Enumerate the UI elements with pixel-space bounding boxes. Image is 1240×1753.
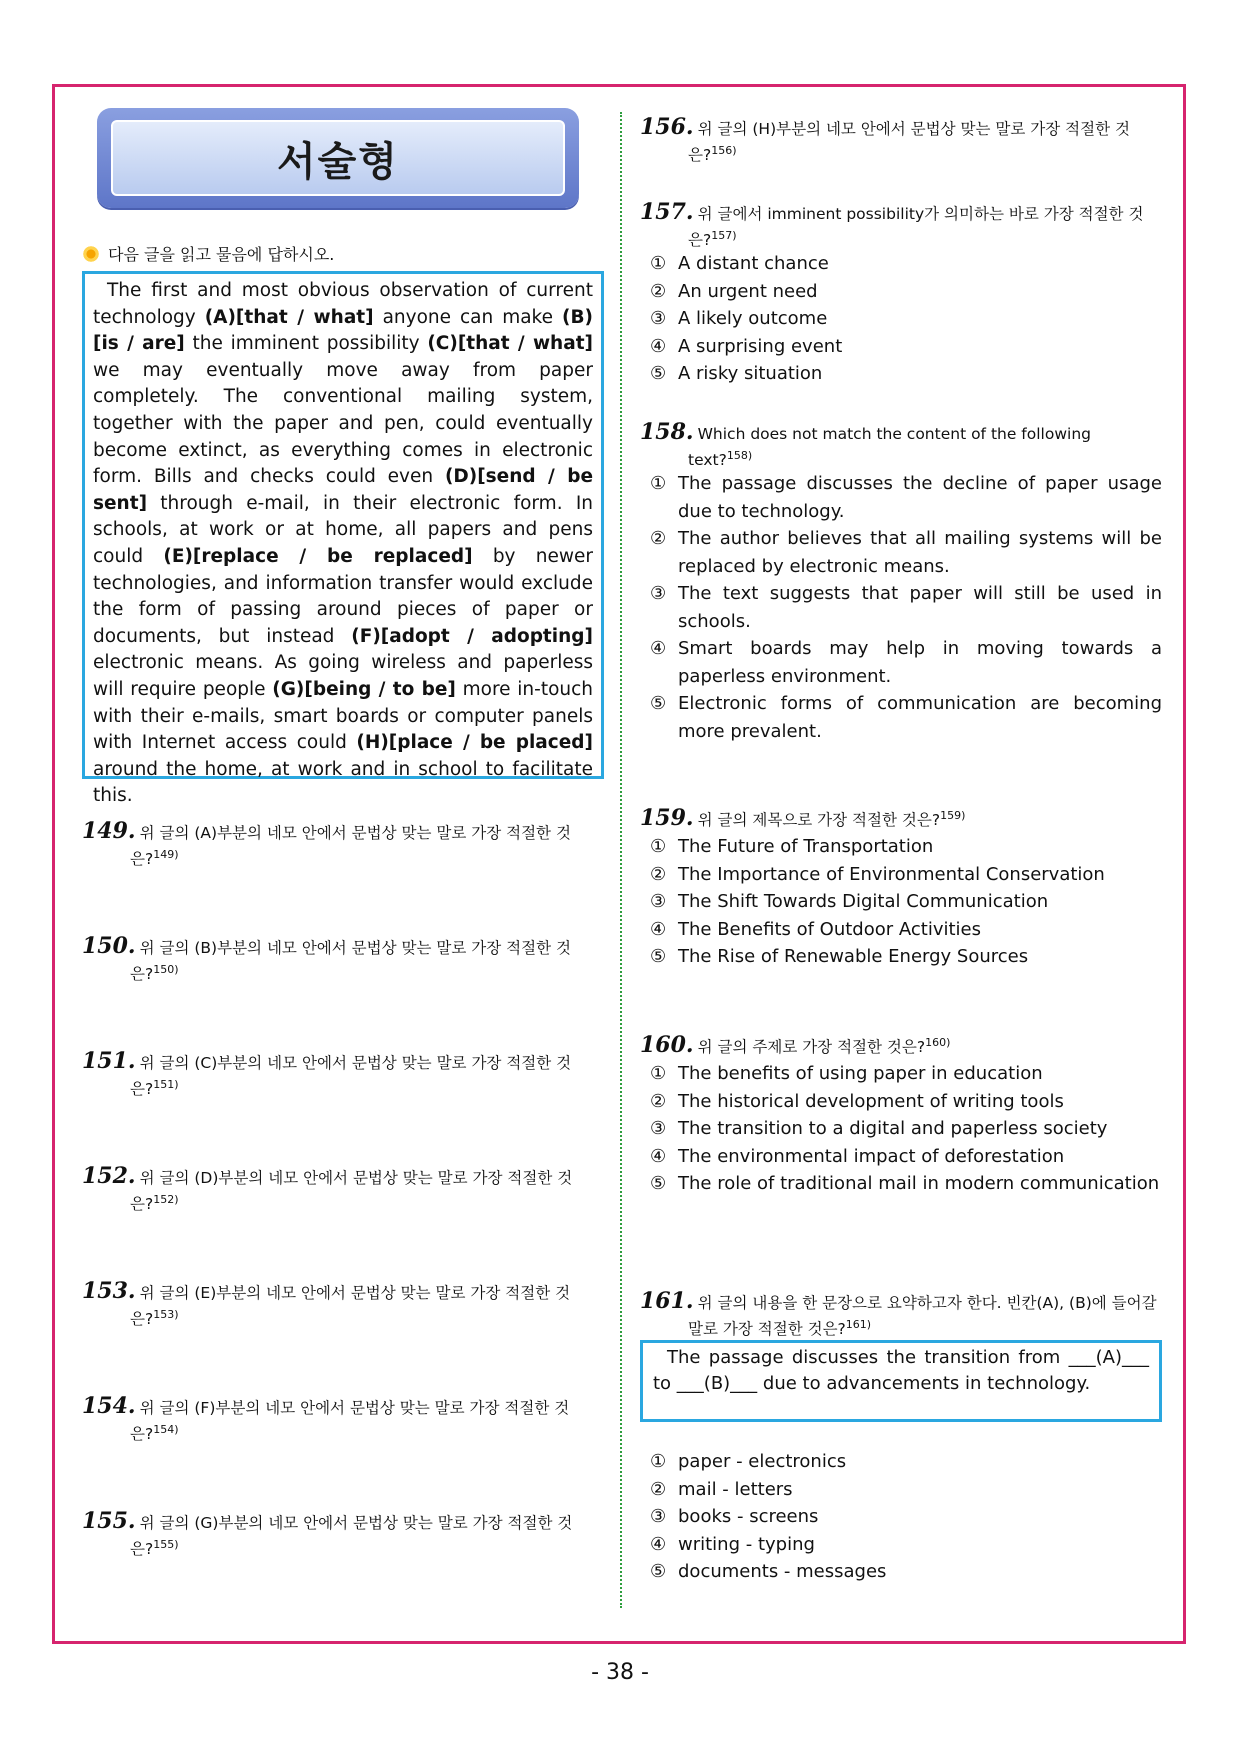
options-159 — [650, 833, 1162, 971]
option-text: books - screens — [678, 1506, 819, 1527]
question-stem-cont: 은? — [130, 965, 154, 984]
option-text: Electronic forms of communication are becoming more prevalent. — [678, 693, 1162, 742]
option-1 — [650, 470, 1162, 525]
option-4 — [650, 916, 1162, 944]
option-text: The historical development of writing tools — [678, 1090, 1064, 1112]
option-text: The environmental impact of deforestation — [678, 1145, 1065, 1167]
option-marker: ② — [650, 528, 667, 549]
option-text: The Shift Towards Digital Communication — [678, 891, 1049, 912]
footnote-ref: 149) — [153, 848, 179, 861]
section-banner — [97, 108, 579, 208]
option-text: The benefits of using paper in education — [678, 1063, 1043, 1084]
option-1 — [650, 250, 1162, 278]
question-number: 159. — [640, 805, 694, 832]
option-marker: ⑤ — [650, 1561, 667, 1582]
footnote-ref: 157) — [711, 229, 737, 242]
option-5 — [650, 1170, 1162, 1198]
flower-icon — [82, 245, 100, 263]
question-number: 154. — [82, 1393, 136, 1419]
option-marker: ② — [650, 1090, 667, 1112]
section-banner-inner — [111, 120, 565, 196]
option-marker: ① — [650, 253, 667, 274]
option-1 — [650, 1060, 1162, 1088]
option-4 — [650, 1531, 1162, 1559]
option-4 — [650, 1143, 1162, 1171]
question-number: 151. — [82, 1048, 136, 1074]
option-marker: ① — [650, 836, 667, 857]
question-stem: 위 글의 (D)부분의 네모 안에서 문법상 맞는 말로 가장 적절한 것 — [139, 1169, 573, 1187]
question-stem: 위 글의 내용을 한 문장으로 요약하고자 한다. 빈칸(A), (B)에 들어갈 — [697, 1294, 1157, 1312]
option-2 — [650, 278, 1162, 306]
option-text: The author believes that all mailing systems will be replaced by electronic means. — [678, 528, 1162, 577]
question-stem: 위 글의 (B)부분의 네모 안에서 문법상 맞는 말로 가장 적절한 것 — [139, 939, 571, 957]
question-stem-cont: 은? — [130, 850, 154, 869]
option-text: mail - letters — [678, 1478, 793, 1500]
option-marker: ④ — [650, 638, 667, 659]
option-3 — [650, 580, 1162, 635]
option-marker: ⑤ — [650, 1173, 667, 1194]
option-marker: ③ — [650, 583, 667, 604]
option-text: A likely outcome — [678, 308, 828, 329]
question-stem-cont: 은? — [130, 1310, 154, 1329]
footnote-ref: 155) — [153, 1538, 179, 1551]
option-marker: ① — [650, 473, 667, 494]
option-marker: ⑤ — [650, 363, 667, 384]
footnote-ref: 160) — [925, 1036, 951, 1049]
question-150 — [82, 935, 604, 985]
question-stem-cont: text? — [688, 451, 727, 470]
footnote-ref: 159) — [940, 809, 966, 822]
option-3 — [650, 1115, 1162, 1143]
footnote-ref: 158) — [726, 449, 753, 462]
question-number: 150. — [82, 933, 136, 959]
option-5 — [650, 690, 1162, 745]
question-155 — [82, 1510, 604, 1560]
question-153 — [82, 1280, 604, 1330]
question-number: 161. — [640, 1288, 694, 1314]
question-stem: 위 글에서 imminent possibility가 의미하는 바로 가장 적절한 것 — [697, 205, 1144, 223]
option-text: documents - messages — [678, 1561, 887, 1582]
option-marker: ③ — [650, 308, 667, 329]
option-marker: ② — [650, 863, 667, 885]
summary-box: The passage discusses the transition from ___(A)___ to ___(B)___ due to advancements in technology. — [640, 1340, 1162, 1422]
question-160 — [640, 1032, 1162, 1058]
option-text: A risky situation — [678, 363, 823, 384]
question-stem-cont: 은? — [688, 146, 712, 165]
question-number: 158. — [640, 419, 694, 445]
question-149 — [82, 820, 604, 870]
options-160 — [650, 1060, 1162, 1198]
footnote-ref: 153) — [153, 1308, 179, 1321]
section-title: 서술형 — [277, 138, 399, 185]
question-number: 149. — [82, 818, 136, 844]
option-marker: ④ — [650, 1533, 667, 1555]
options-158 — [650, 470, 1162, 745]
options-161 — [650, 1448, 1162, 1586]
option-3 — [650, 305, 1162, 333]
question-number: 160. — [640, 1032, 694, 1059]
page-number: - 38 - — [591, 1660, 649, 1685]
option-text: paper - electronics — [678, 1451, 847, 1472]
footnote-ref: 161) — [845, 1318, 872, 1331]
option-2 — [650, 1476, 1162, 1504]
option-marker: ④ — [650, 1145, 667, 1167]
option-text: A surprising event — [678, 335, 843, 357]
question-stem: 위 글의 (E)부분의 네모 안에서 문법상 맞는 말로 가장 적절한 것 — [139, 1284, 571, 1302]
option-marker: ③ — [650, 891, 667, 912]
question-stem: 위 글의 (C)부분의 네모 안에서 문법상 맞는 말로 가장 적절한 것 — [139, 1054, 572, 1072]
option-text: The transition to a digital and paperless society — [678, 1118, 1108, 1139]
option-text: The passage discusses the decline of paper usage due to technology. — [678, 473, 1162, 522]
option-marker: ② — [650, 1478, 667, 1500]
option-marker: ② — [650, 280, 667, 302]
question-stem: 위 글의 (H)부분의 네모 안에서 문법상 맞는 말로 가장 적절한 것 — [697, 120, 1130, 138]
option-2 — [650, 1088, 1162, 1116]
option-1 — [650, 1448, 1162, 1476]
option-4 — [650, 333, 1162, 361]
options-157 — [650, 250, 1162, 388]
instruction — [82, 242, 334, 265]
question-161 — [640, 1290, 1162, 1340]
option-text: The Future of Transportation — [678, 836, 934, 857]
footnote-ref: 152) — [153, 1193, 179, 1206]
question-156 — [640, 116, 1162, 166]
question-157 — [640, 201, 1162, 251]
question-stem: 위 글의 (F)부분의 네모 안에서 문법상 맞는 말로 가장 적절한 것 — [139, 1399, 570, 1417]
option-text: writing - typing — [678, 1533, 815, 1555]
column-divider — [620, 112, 622, 1608]
footnote-ref: 151) — [153, 1078, 179, 1091]
option-marker: ④ — [650, 918, 667, 940]
question-158 — [640, 421, 1162, 471]
option-marker: ① — [650, 1063, 667, 1084]
footnote-ref: 156) — [711, 144, 737, 157]
question-stem-cont: 은? — [130, 1540, 154, 1559]
option-text: The Importance of Environmental Conservation — [678, 863, 1105, 885]
option-2 — [650, 525, 1162, 580]
footnote-ref: 154) — [153, 1423, 179, 1436]
question-159 — [640, 805, 1162, 831]
question-152 — [82, 1165, 604, 1215]
question-number: 153. — [82, 1278, 136, 1304]
question-stem: 위 글의 (A)부분의 네모 안에서 문법상 맞는 말로 가장 적절한 것 — [139, 824, 571, 842]
option-text: A distant chance — [678, 253, 829, 274]
question-stem-cont: 말로 가장 적절한 것은? — [688, 1320, 846, 1339]
option-5 — [650, 943, 1162, 971]
option-marker: ① — [650, 1451, 667, 1472]
question-stem-cont: 은? — [130, 1195, 154, 1214]
option-marker: ⑤ — [650, 693, 667, 714]
option-text: The text suggests that paper will still be used in schools. — [678, 583, 1162, 632]
option-text: The role of traditional mail in modern communication — [678, 1173, 1160, 1194]
option-3 — [650, 1503, 1162, 1531]
question-number: 156. — [640, 114, 694, 140]
question-stem: 위 글의 (G)부분의 네모 안에서 문법상 맞는 말로 가장 적절한 것 — [139, 1514, 573, 1532]
option-4 — [650, 635, 1162, 690]
question-stem: Which does not match the content of the following — [697, 425, 1091, 443]
option-text: The Benefits of Outdoor Activities — [678, 918, 981, 940]
option-marker: ④ — [650, 335, 667, 357]
footnote-ref: 150) — [153, 963, 179, 976]
question-number: 157. — [640, 199, 694, 225]
option-marker: ③ — [650, 1118, 667, 1139]
reading-passage: The first and most obvious observation of current technology (A)[that / what] anyone can make (B)[is / are] the imminent possibility (C)[that / what] we may eventually move away from paper completely. The conventional mailing system, together with the paper and pen, could eventually become extinct, as everything comes in electronic form. Bills and checks could even (D)[send / be sent] through e-mail, in their electronic form. In schools, at work or at home, all papers and pens could (E)[replace / be replaced] by newer technologies, and information transfer would exclude the form of passing around pieces of paper or documents, but instead (F)[adopt / adopting] electronic means. As going wireless and paperless will require people (G)[being / to be] more in-touch with their e-mails, smart boards or computer panels with Internet access could (H)[place / be placed] around the home, at work and in school to facilitate this. — [82, 271, 604, 779]
option-marker: ⑤ — [650, 946, 667, 967]
question-stem: 위 글의 제목으로 가장 적절한 것은? — [697, 811, 941, 830]
option-5 — [650, 360, 1162, 388]
question-number: 155. — [82, 1508, 136, 1534]
question-stem-cont: 은? — [130, 1080, 154, 1099]
question-154 — [82, 1395, 604, 1445]
option-text: The Rise of Renewable Energy Sources — [678, 946, 1029, 967]
option-marker: ③ — [650, 1506, 667, 1527]
option-3 — [650, 888, 1162, 916]
instruction-text: 다음 글을 읽고 물음에 답하시오. — [108, 245, 335, 264]
option-2 — [650, 861, 1162, 889]
option-1 — [650, 833, 1162, 861]
question-stem: 위 글의 주제로 가장 적절한 것은? — [697, 1038, 926, 1057]
question-151 — [82, 1050, 604, 1100]
question-stem-cont: 은? — [130, 1425, 154, 1444]
question-number: 152. — [82, 1163, 136, 1189]
option-5 — [650, 1558, 1162, 1586]
option-text: Smart boards may help in moving towards a paperless environment. — [678, 638, 1162, 687]
option-text: An urgent need — [678, 280, 818, 302]
question-stem-cont: 은? — [688, 231, 712, 250]
